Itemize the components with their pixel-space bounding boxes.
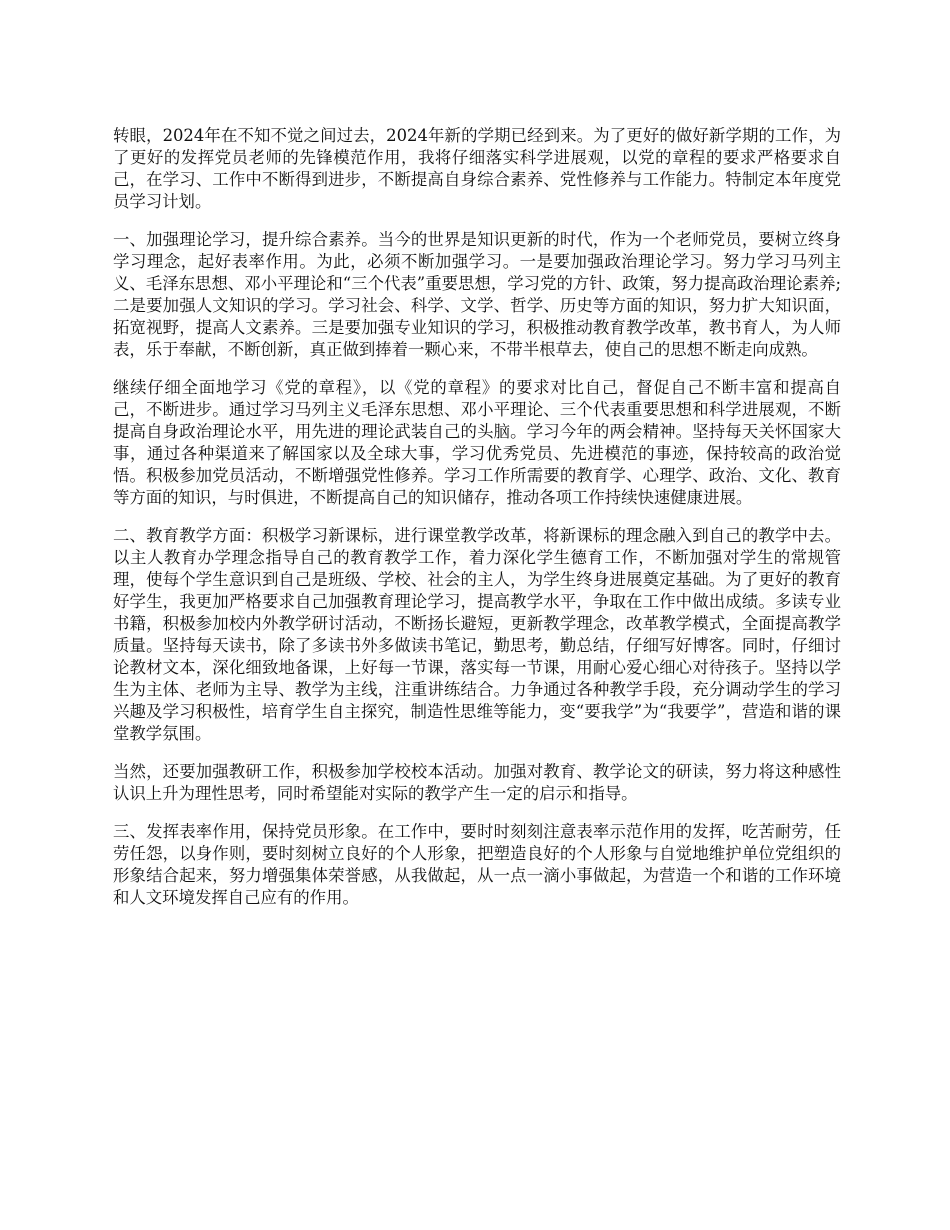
paragraph-teaching: 二、教育教学方面：积极学习新课标，进行课堂教学改革，将新课标的理念融入到自己的教学中去。以主人教育办学理念指导自己的教育教学工作，着力深化学生德育工作，不断加强对学生的常规管理，使每个学生意识到自己是班级、学校、社会的主人，为学生终身进展奠定基础。为了更好的教育好学生，我更加严格要求自己加强教育理论学习，提高教学水平，争取在工作中做出成绩。多读专业书籍，积极参加校内外教学研讨活动，不断扬长避短，更新教学理念，改革教学模式，全面提高教学质量。坚持每天读书，除了多读书外多做读书笔记，勤思考，勤总结，仔细写好博客。同时，仔细讨论教材文本，深化细致地备课，上好每一节课，落实每一节课，用耐心爱心细心对待孩子。坚持以学生为主体、老师为主导、教学为主线，注重讲练结合。力争通过各种教学手段，充分调动学生的学习兴趣及学习积极性，培育学生自主探究，制造性思维等能力，变“要我学”为“我要学”，营造和谐的课堂教学氛围。 xyxy=(113,526,841,743)
paragraph-intro: 转眼，2024年在不知不觉之间过去，2024年新的学期已经到来。为了更好的做好新学期的工作，为了更好的发挥党员老师的先锋模范作用，我将仔细落实科学进展观，以党的章程的要求严格要求自己，在学习、工作中不断得到进步，不断提高自身综合素养、党性修养与工作能力。特制定本年度党员学习计划。 xyxy=(113,126,841,211)
document-body xyxy=(113,125,841,925)
paragraph-party-constitution: 继续仔细全面地学习《党的章程》，以《党的章程》的要求对比自己，督促自己不断丰富和提高自己，不断进步。通过学习马列主义毛泽东思想、邓小平理论、三个代表重要思想和科学进展观，不断提高自身政治理论水平，用先进的理论武装自己的头脑。学习今年的两会精神。坚持每天关怀国家大事，通过各种渠道来了解国家以及全球大事，学习优秀党员、先进模范的事迹，保持较高的政治觉悟。积极参加党员活动，不断增强党性修养。学习工作所需要的教育学、心理学、政治、文化、教育等方面的知识，与时俱进，不断提高自己的知识储存，推动各项工作持续快速健康进展。 xyxy=(113,378,841,507)
paragraph-research: 当然，还要加强教研工作，积极参加学校校本活动。加强对教育、教学论文的研读，努力将这种感性认识上升为理性思考，同时希望能对实际的教学产生一定的启示和指导。 xyxy=(113,762,841,803)
paragraph-theory-study: 一、加强理论学习，提升综合素养。当今的世界是知识更新的时代，作为一个老师党员，要树立终身学习理念，起好表率作用。为此，必须不断加强学习。一是要加强政治理论学习。努力学习马列主义、毛泽东思想、邓小平理论和“三个代表”重要思想，学习党的方针、政策，努力提高政治理论素养;二是要加强人文知识的学习。学习社会、科学、文学、哲学、历史等方面的知识，努力扩大知识面，拓宽视野，提高人文素养。三是要加强专业知识的学习，积极推动教育教学改革，教书育人，为人师表，乐于奉献，不断创新，真正做到捧着一颗心来，不带半根草去，使自己的思想不断走向成熟。 xyxy=(113,230,841,359)
paragraph-role-model: 三、发挥表率作用，保持党员形象。在工作中，要时时刻刻注意表率示范作用的发挥，吃苦耐劳，任劳任怨，以身作则，要时刻树立良好的个人形象，把塑造良好的个人形象与自觉地维护单位党组织的形象结合起来，努力增强集体荣誉感，从我做起，从一点一滴小事做起，为营造一个和谐的工作环境和人文环境发挥自己应有的作用。 xyxy=(113,822,841,907)
